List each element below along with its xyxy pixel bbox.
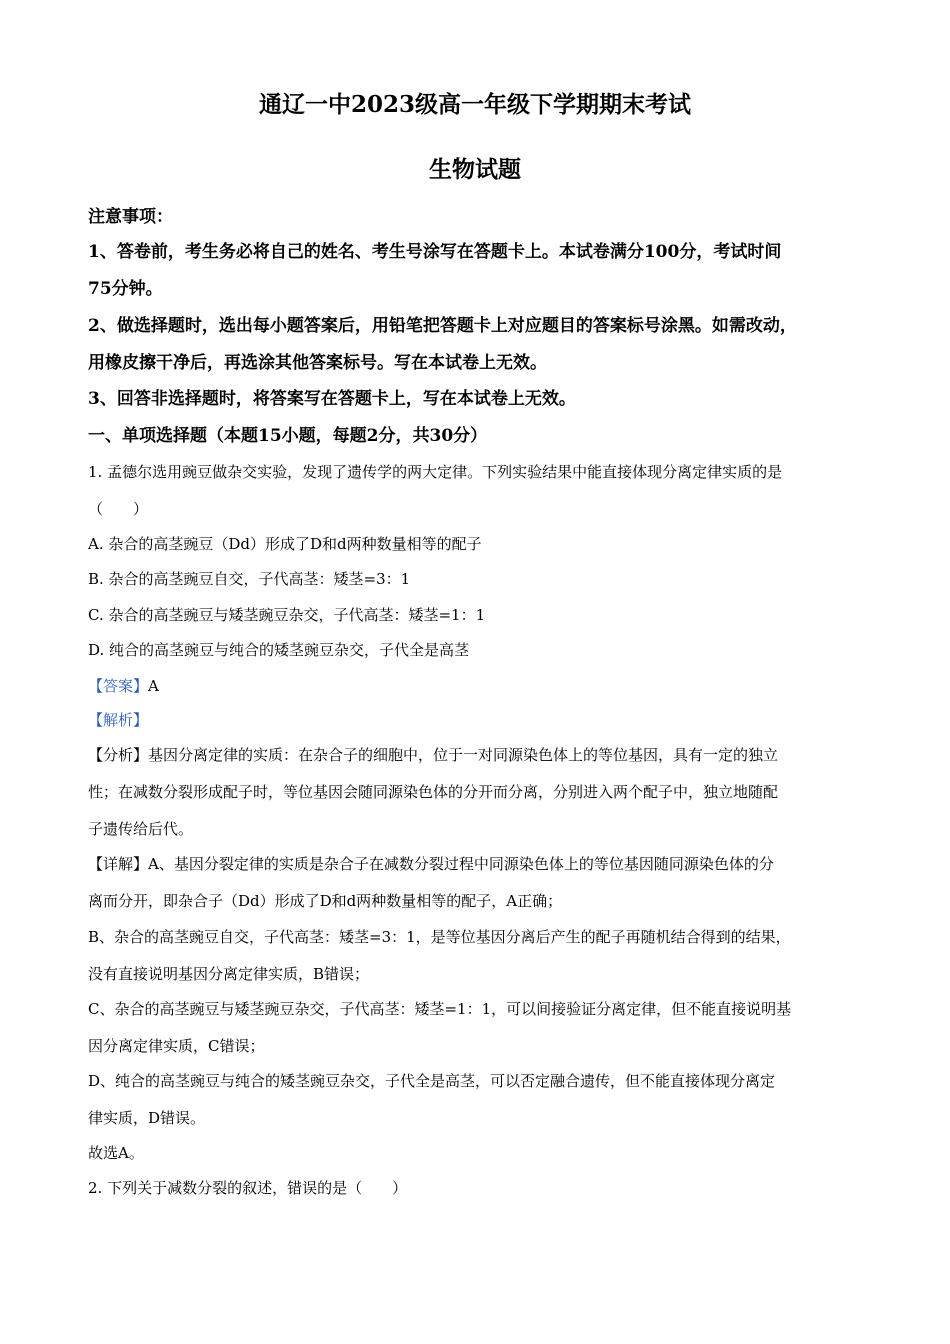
explanation-line: 律实质，D错误。 — [88, 1109, 206, 1127]
question-1-option-a: A. 杂合的高茎豌豆（Dd）形成了D和d两种数量相等的配子 — [88, 535, 482, 553]
explanation-line: 离而分开，即杂合子（Dd）形成了D和d两种数量相等的配子，A正确； — [88, 892, 563, 910]
explanation-line: 没有直接说明基因分离定律实质，B错误； — [88, 965, 370, 983]
notice-item: 2、做选择题时，选出每小题答案后，用铅笔把答题卡上对应题目的答案标号涂黑。如需改动， — [88, 316, 797, 336]
explanation-line: D、纯合的高茎豌豆与纯合的矮茎豌豆杂交，子代全是高茎，可以否定融合遗传，但不能直接体现分离定 — [88, 1072, 776, 1090]
explanation-line: 【详解】A、基因分裂定律的实质是杂合子在减数分裂过程中同源染色体上的等位基因随同源染色体的分 — [88, 855, 774, 873]
answer-line — [88, 676, 878, 696]
notice-item: 3、回答非选择题时，将答案写在答题卡上，写在本试卷上无效。 — [88, 389, 576, 409]
notice-item: 75分钟。 — [88, 279, 163, 299]
exam-title: 通辽一中2023级高一年级下学期期末考试 — [258, 91, 691, 118]
question-1-stem: 1. 孟德尔选用豌豆做杂交实验，发现了遗传学的两大定律。下列实验结果中能直接体现分离定律实质的是 — [88, 463, 783, 481]
notice-heading: 注意事项： — [88, 207, 173, 227]
question-1-option-d: D. 纯合的高茎豌豆与纯合的矮茎豌豆杂交，子代全是高茎 — [88, 641, 470, 659]
exam-subtitle: 生物试题 — [429, 156, 521, 183]
explanation-line: 【分析】基因分离定律的实质：在杂合子的细胞中，位于一对同源染色体上的等位基因，具有一定的独立 — [88, 746, 779, 764]
question-1-stem-bracket: （ ） — [88, 500, 149, 518]
question-2-stem: 2. 下列关于减数分裂的叙述，错误的是（ ） — [88, 1179, 408, 1197]
question-1-option-b: B. 杂合的高茎豌豆自交，子代高茎：矮茎=3：1 — [88, 570, 411, 588]
section-heading: 一、单项选择题（本题15小题，每题2分，共30分） — [88, 426, 488, 446]
notice-item: 用橡皮擦干净后，再选涂其他答案标号。写在本试卷上无效。 — [88, 353, 547, 373]
answer-value: A — [148, 677, 159, 695]
question-1-option-c: C. 杂合的高茎豌豆与矮茎豌豆杂交，子代高茎：矮茎=1：1 — [88, 606, 486, 624]
explanation-line: 性；在减数分裂形成配子时，等位基因会随同源染色体的分开而分离，分别进入两个配子中，独立地随配 — [88, 783, 779, 801]
explanation-line: 故选A。 — [88, 1144, 144, 1162]
answer-tag: 【答案】 — [88, 677, 149, 695]
explanation-line: 子遗传给后代。 — [88, 820, 194, 838]
explanation-line: B、杂合的高茎豌豆自交，子代高茎：矮茎=3：1，是等位基因分离后产生的配子再随机结合得到的结果， — [88, 928, 791, 946]
explanation-line: 因分离定律实质，C错误； — [88, 1037, 265, 1055]
explanation-line: C、杂合的高茎豌豆与矮茎豌豆杂交，子代高茎：矮茎=1：1，可以间接验证分离定律，但不能直接说明基 — [88, 1000, 792, 1018]
analysis-tag: 【解析】 — [88, 711, 149, 729]
notice-item: 1、答卷前，考生务必将自己的姓名、考生号涂写在答题卡上。本试卷满分100分，考试时间 — [88, 242, 782, 262]
